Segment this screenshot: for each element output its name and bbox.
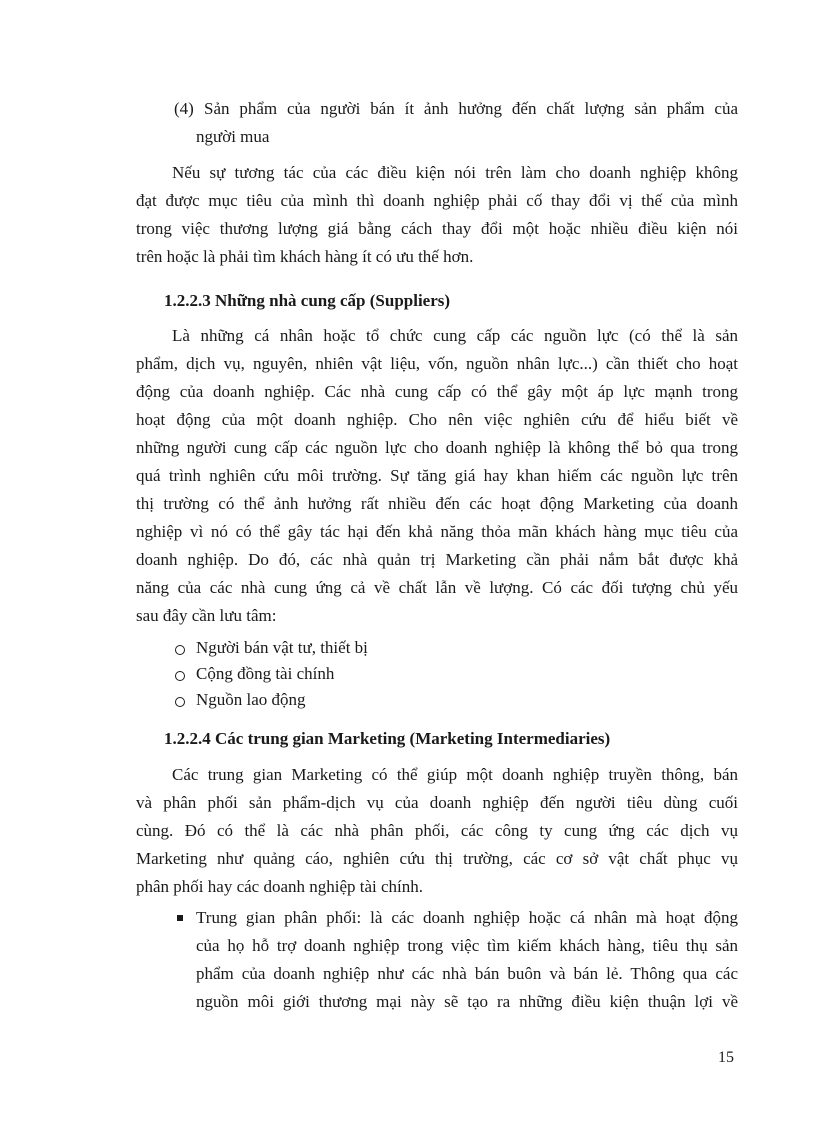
- paragraph-line: cùng. Đó có thể là các nhà phân phối, các công ty cung ứng các dịch vụ: [136, 821, 738, 840]
- paragraph-line: trong việc thương lượng giá bằng cách thay đổi một hoặc nhiều điều kiện nói: [136, 219, 738, 238]
- paragraph-line: Nếu sự tương tác của các điều kiện nói trên làm cho doanh nghiệp không: [172, 163, 738, 182]
- square-bullet-icon: [177, 915, 183, 921]
- list-item-text: người mua: [196, 127, 270, 146]
- circle-bullet-icon: [175, 671, 185, 681]
- paragraph-line: thị trường có thể ảnh hưởng rất nhiều đến các hoạt động Marketing của doanh: [136, 494, 738, 513]
- paragraph-line: Các trung gian Marketing có thể giúp một doanh nghiệp truyền thông, bán: [172, 765, 738, 784]
- paragraph-line: Marketing như quảng cáo, nghiên cứu thị trường, các cơ sở vật chất phục vụ: [136, 849, 738, 868]
- paragraph-line: đạt được mục tiêu của mình thì doanh nghiệp phải cố thay đổi vị thế của mình: [136, 191, 738, 210]
- list-item-text: nguồn môi giới thương mại này sẽ tạo ra những điều kiện thuận lợi về: [196, 992, 738, 1011]
- paragraph-line: năng của các nhà cung ứng cả về chất lẫn về lượng. Có các đối tượng chủ yếu: [136, 578, 738, 597]
- section-heading: 1.2.2.3 Những nhà cung cấp (Suppliers): [164, 291, 451, 310]
- paragraph-line: hoạt động của một doanh nghiệp. Cho nên việc nghiên cứu để hiểu biết về: [136, 410, 738, 429]
- list-item: Nguồn lao động: [196, 690, 306, 709]
- paragraph-line: nghiệp vì nó có thể gây tác hại đến khả năng thỏa mãn khách hàng mục tiêu của: [136, 522, 738, 541]
- list-item-text: Sản phẩm của người bán ít ảnh hưởng đến chất lượng sản phẩm của: [204, 99, 738, 118]
- list-item-text: Trung gian phân phối: là các doanh nghiệp hoặc cá nhân mà hoạt động: [196, 908, 738, 927]
- paragraph-line: quá trình nghiên cứu môi trường. Sự tăng giá hay khan hiếm các nguồn lực trên: [136, 466, 738, 485]
- section-heading: 1.2.2.4 Các trung gian Marketing (Marketing Intermediaries): [164, 729, 611, 748]
- paragraph-line: sau đây cần lưu tâm:: [136, 606, 277, 625]
- paragraph-line: động của doanh nghiệp. Các nhà cung cấp có thể gây một áp lực mạnh trong: [136, 382, 738, 401]
- paragraph-line: Là những cá nhân hoặc tổ chức cung cấp các nguồn lực (có thể là sản: [172, 326, 738, 345]
- list-item: Cộng đồng tài chính: [196, 664, 335, 683]
- list-number: (4): [174, 99, 194, 118]
- list-item: Người bán vật tư, thiết bị: [196, 638, 368, 657]
- paragraph-line: doanh nghiệp. Do đó, các nhà quản trị Marketing cần phải nắm bắt được khả: [136, 550, 738, 569]
- paragraph-line: trên hoặc là phải tìm khách hàng ít có ưu thế hơn.: [136, 247, 474, 266]
- circle-bullet-icon: [175, 645, 185, 655]
- paragraph-line: phẩm, dịch vụ, nguyên, nhiên vật liệu, vốn, nguồn nhân lực...) cần thiết cho hoạt: [136, 354, 738, 373]
- list-item-text: của họ hỗ trợ doanh nghiệp trong việc tìm kiếm khách hàng, tiêu thụ sản: [196, 936, 738, 955]
- paragraph-line: phân phối hay các doanh nghiệp tài chính.: [136, 877, 424, 896]
- list-item-text: phẩm của doanh nghiệp như các nhà bán buôn và bán lẻ. Thông qua các: [196, 964, 738, 983]
- paragraph-line: và phân phối sản phẩm-dịch vụ của doanh nghiệp đến người tiêu dùng cuối: [136, 793, 738, 812]
- paragraph-line: những người cung cấp các nguồn lực cho doanh nghiệp là không thể bỏ qua trong: [136, 438, 738, 457]
- page-number: 15: [718, 1049, 734, 1066]
- circle-bullet-icon: [175, 697, 185, 707]
